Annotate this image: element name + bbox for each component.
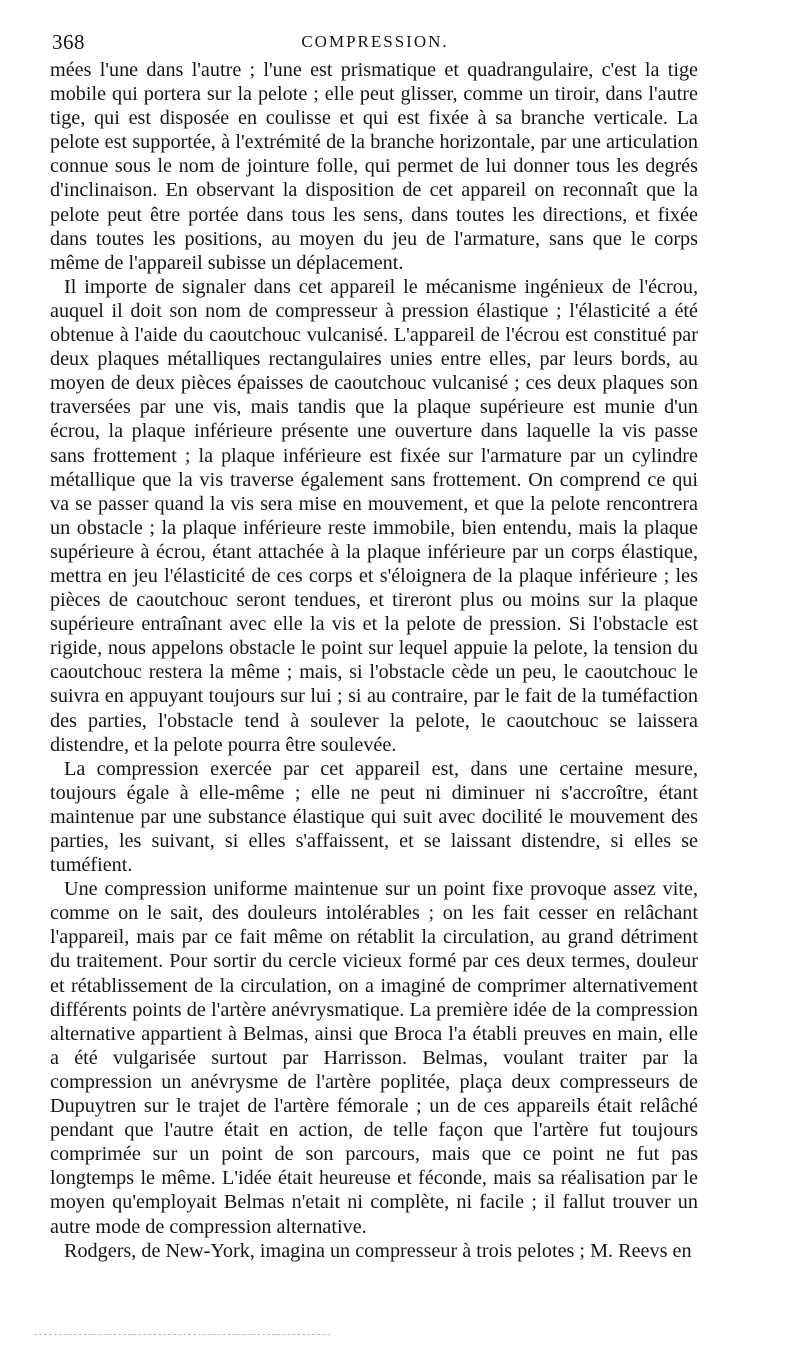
paragraph: Rodgers, de New-York, imagina un compresseur à trois pelotes ; M. Reevs en: [64, 1239, 692, 1262]
header-title: COMPRESSION.: [301, 32, 449, 51]
paragraph: La compression exercée par cet appareil est, dans une certaine mesure, toujours égale à elle-même ; elle ne peut ni diminuer ni s'accroître, étant maintenue par une substance élastique qui suit avec docilité le mouvement des parties, les suivant, si elles s'affaissent, et se laissant distendre, si elles se tuméfient.: [50, 757, 698, 877]
paragraph: Il importe de signaler dans cet appareil le mécanisme ingénieux de l'écrou, auquel il doit son nom de compresseur à pression élastique ; l'élasticité a été obtenue à l'aide du caoutchouc vulcanisé. L'appareil de l'écrou est constitué par deux plaques métalliques rectangulaires unies entre elles, par leurs bords, au moyen de deux pièces épaisses de caoutchouc vulcanisé ; ces deux plaques son traversées par une vis, mais tandis que la plaque supérieure est munie d'un écrou, la plaque inférieure présente une ouverture dans laquelle la vis passe sans frottement ; la plaque inférieure est fixée sur l'armature par un cylindre métallique que la vis traverse également sans frottement. On comprend ce qui va se passer quand la vis sera mise en mouvement, et que la pelote rencontrera un obstacle ; la plaque inférieure reste immobile, bien entendu, mais la plaque supérieure à écrou, étant attachée à la plaque inférieure par un corps élastique, mettra en jeu l'élasticité de ces corps et s'éloignera de la plaque inférieure ; les pièces de caoutchouc seront tendues, et tireront plus ou moins sur la plaque supérieure entraînant avec elle la vis et la pelote de pression. Si l'obstacle est rigide, nous appelons obstacle le point sur lequel appuie la pelote, la tension du caoutchouc restera la même ; mais, si l'obstacle cède un peu, le caoutchouc le suivra en appuyant toujours sur lui ; si au contraire, par le fait de la tuméfaction des parties, l'obstacle tend à soulever la pelote, le caoutchouc se laissera distendre, et la pelote pourra être soulevée.: [50, 275, 698, 756]
paragraph-continued: mées l'une dans l'autre ; l'une est prismatique et quadrangulaire, c'est la tige mobile qui portera sur la pelote ; elle peut glisser, comme un tiroir, dans l'autre tige, qui est disposée en coulisse et qui est fixée à sa branche verticale. La pelote est supportée, à l'extrémité de la branche horizontale, par une articulation connue sous le nom de jointure folle, qui permet de lui donner tous les degrés d'inclinaison. En observant la disposition de cet appareil on reconnaît que la pelote peut être portée dans tous les sens, dans toutes les directions, et fixée dans toutes les positions, au moyen du jeu de l'armature, sans que le corps même de l'appareil subisse un déplacement.: [50, 59, 698, 274]
running-head: [52, 30, 698, 56]
body-text: [50, 58, 698, 1263]
page-number: 368: [52, 30, 85, 54]
footer-rule: [34, 1334, 330, 1335]
paragraph: Une compression uniforme maintenue sur un point fixe provoque assez vite, comme on le sait, des douleurs intolérables ; on les fait cesser en relâchant l'appareil, mais par ce fait même on rétablit la circulation, au grand détriment du traitement. Pour sortir du cercle vicieux formé par ces deux termes, douleur et rétablissement de la circulation, on a imaginé de comprimer alternativement différents points de l'artère anévrysmatique. La première idée de la compression alternative appartient à Belmas, ainsi que Broca l'a établi preuves en main, elle a été vulgarisée surtout par Harrisson. Belmas, voulant traiter par la compression un anévrysme de l'artère poplitée, plaça deux compresseurs de Dupuytren sur le trajet de l'artère fémorale ; un de ces appareils était relâché pendant que l'autre était en action, de telle façon que l'artère fut toujours comprimée sur un point de son parcours, mais que ce point ne fut pas longtemps le même. L'idée était heureuse et féconde, mais sa réalisation par le moyen qu'employait Belmas n'etait ni complète, ni facile ; il fallut trouver un autre mode de compression alternative.: [50, 878, 698, 1238]
